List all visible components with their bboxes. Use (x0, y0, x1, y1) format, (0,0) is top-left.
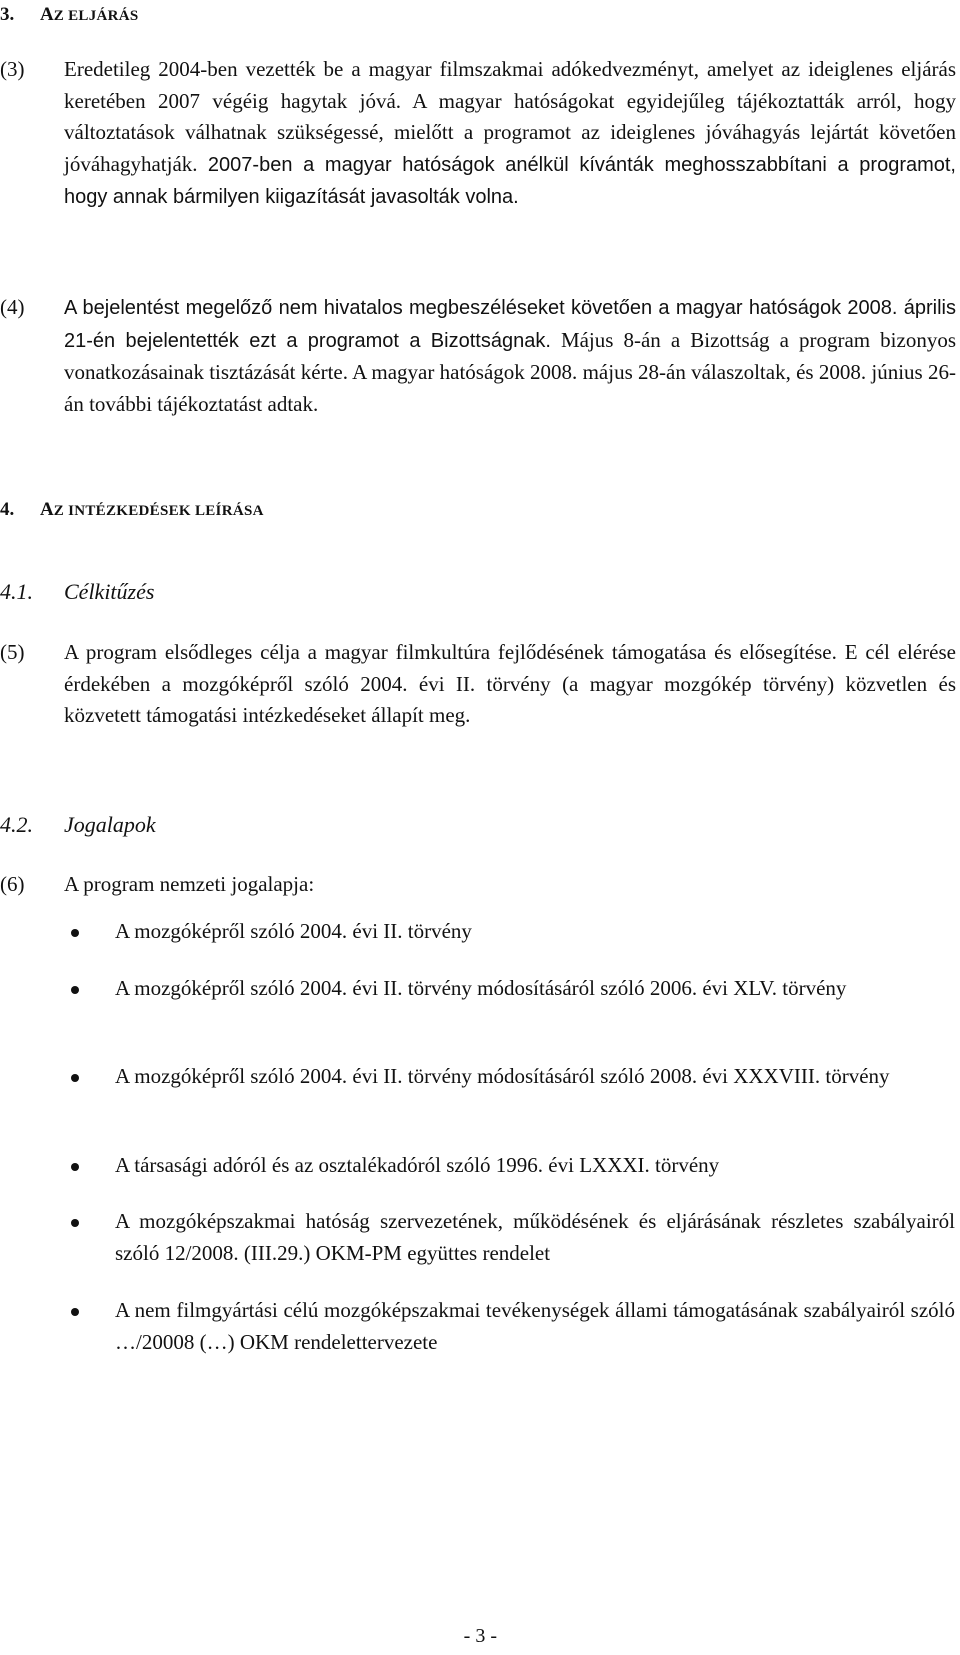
section-title-initial: A (40, 4, 54, 25)
section-number: 4. (0, 499, 15, 520)
subsection-4-1-heading (0, 579, 154, 605)
list-item (0, 1150, 960, 1182)
list-item (0, 973, 960, 1005)
paragraph-3 (0, 54, 960, 214)
paragraph-text-serif: Eredetileg 2004-ben vezették be a magyar filmszakmai adókedvezményt, amelyet az ideiglenes eljárás keretében 2007 végéig hagytak jóvá. A magyar hatóságokat egyidejűleg tájékoztatták arról, hogy változtatások válhatnak szükségessé, mielőtt a programot az ideiglenes jóváhagyás lejártát követően jóváhagyhatják. (64, 57, 956, 176)
bullet-icon (71, 1219, 79, 1227)
paragraph-text (64, 54, 956, 214)
bullet-icon (71, 986, 79, 994)
bullet-icon (71, 929, 79, 937)
subsection-title: Jogalapok (64, 812, 156, 837)
paragraph-text: A program elsődleges célja a magyar filmkultúra fejlődésének támogatása és elősegítése. E cél elérése érdekében a mozgóképről szóló 2004. évi II. törvény (a magyar mozgókép törvény) közvetlen és közvetett támogatási intézkedéseket állapít meg. (64, 640, 956, 728)
list-item-text: A mozgóképről szóló 2004. évi II. törvény (115, 919, 472, 943)
list-item-text: A mozgóképről szóló 2004. évi II. törvény módosításáról szóló 2008. évi XXXVIII. törvény (115, 1064, 890, 1088)
list-item-text: A mozgóképszakmai hatóság szervezetének, működésének és eljárásának részletes szabályairól szóló 12/2008. (III.29.) OKM-PM együttes rendelet (115, 1209, 955, 1265)
paragraph-text-sans: 2007-ben a magyar hatóságok anélkül kívánták meghosszabbítani a programot, hogy annak bármilyen kiigazítását javasolták volna. (64, 153, 956, 209)
section-title: Z ELJÁRÁS (53, 8, 139, 24)
section-3-heading (0, 4, 139, 26)
paragraph-number: (6) (0, 872, 25, 896)
subsection-4-2-heading (0, 812, 156, 838)
section-4-heading (0, 499, 264, 521)
paragraph-text (64, 292, 956, 420)
page-number: - 3 - (463, 1625, 497, 1647)
paragraph-4 (0, 292, 960, 420)
section-title-initial: A (40, 499, 54, 520)
section-number: 3. (0, 4, 15, 25)
subsection-title: Célkitűzés (64, 579, 155, 604)
list-item-text: A társasági adóról és az osztalékadóról szóló 1996. évi LXXXI. törvény (115, 1153, 720, 1177)
paragraph-number: (4) (0, 295, 25, 319)
list-item-text: A mozgóképről szóló 2004. évi II. törvény módosításáról szóló 2006. évi XLV. törvény (115, 976, 847, 1000)
paragraph-text-serif: Május 8-án a Bizottság a program bizonyos vonatkozásainak tisztázását kérte. A magyar hatóságok 2008. május 28-án válaszoltak, és 2008. június 26-án további tájékoztatást adtak. (64, 327, 957, 416)
paragraph-number: (3) (0, 57, 25, 81)
paragraph-number: (5) (0, 640, 25, 664)
list-item (0, 1061, 960, 1093)
list-item (0, 916, 960, 948)
bullet-icon (71, 1308, 79, 1316)
page-footer (0, 1625, 960, 1648)
paragraph-text: A program nemzeti jogalapja: (64, 872, 315, 896)
section-title: Z INTÉZKEDÉSEK LEÍRÁSA (53, 503, 264, 519)
subsection-number: 4.2. (0, 812, 33, 837)
paragraph-5 (0, 637, 960, 732)
paragraph-text-sans: A bejelentést megelőző nem hivatalos megbeszéléseket követően a magyar hatóságok 2008. április 21-én bejelentették ezt a programot a Bizottságnak. (64, 297, 956, 352)
bullet-icon (71, 1163, 79, 1171)
list-item (0, 1295, 960, 1358)
list-item (0, 1206, 960, 1269)
list-item-text: A nem filmgyártási célú mozgóképszakmai tevékenységek állami támogatásának szabályairól szóló …/20008 (…) OKM rendelettervezete (115, 1298, 955, 1354)
paragraph-6 (0, 869, 960, 901)
subsection-number: 4.1. (0, 579, 33, 604)
bullet-icon (71, 1074, 79, 1082)
